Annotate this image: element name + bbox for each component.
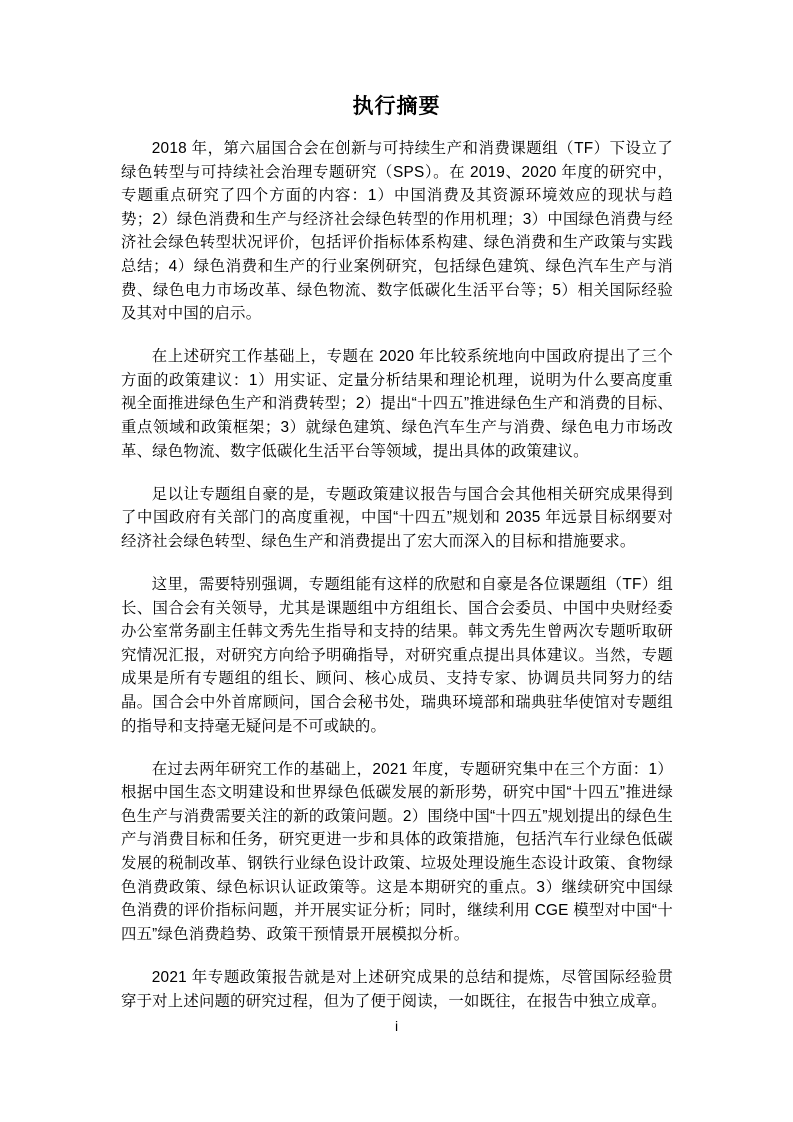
paragraph-research-background: 2018 年，第六届国合会在创新与可持续生产和消费课题组（TF）下设立了绿色转型与可持续社会治理专题研究（SPS）。在 2019、2020 年度的研究中，专题重点研究了四个方面的内容：1）中国消费及其资源环境效应的现状与趋势；2）绿色消费和生产与经济社会绿色转型的作用机理；3）中国绿色消费与经济社会绿色转型状况评价，包括评价指标体系构建、绿色消费和生产政策与实践总结；4）绿色消费和生产的行业案例研究，包括绿色建筑、绿色汽车生产与消费、绿色电力市场改革、绿色物流、数字低碳化生活平台等；5）相关国际经验及其对中国的启示。 <box>121 140 673 323</box>
page-number: i <box>394 1018 399 1034</box>
paragraph-policy-recommendations-2020: 在上述研究工作基础上，专题在 2020 年比较系统地向中国政府提出了三个方面的政策建议：1）用实证、定量分析结果和理论机理，说明为什么要高度重视全面推进绿色生产和消费转型；2）提出“十四五”推进绿色生产和消费的目标、重点领域和政策框架；3）就绿色建筑、绿色汽车生产与消费、绿色电力市场改革、绿色物流、数字低碳化生活平台等领域，提出具体的政策建议。 <box>121 348 673 460</box>
paragraph-research-focus-2021: 在过去两年研究工作的基础上，2021 年度，专题研究集中在三个方面：1）根据中国生态文明建设和世界绿色低碳发展的新形势，研究中国“十四五”推进绿色生产与消费需要关注的新的政策问题。2）围绕中国“十四五”规划提出的绿色生产与消费目标和任务，研究更进一步和具体的政策措施，包括汽车行业绿色低碳发展的税制改革、钢铁行业绿色设计政策、垃圾处理设施生态设计政策、食物绿色消费政策、绿色标识认证政策等。这是本期研究的重点。3）继续研究中国绿色消费的评价指标问题，并开展实证分析；同时，继续利用 CGE 模型对中国“十四五”绿色消费趋势、政策干预情景开展模拟分析。 <box>121 760 673 943</box>
page-title: 执行摘要 <box>352 95 441 118</box>
paragraph-acknowledgements: 这里，需要特别强调，专题组能有这样的欣慰和自豪是各位课题组（TF）组长、国合会有关领导，尤其是课题组中方组组长、国合会委员、中国中央财经委办公室常务副主任韩文秀先生指导和支持的结果。韩文秀先生曾两次专题听取研究情况汇报，对研究方向给予明确指导，对研究重点提出具体建议。当然，专题成果是所有专题组的组长、顾问、核心成员、支持专家、协调员共同努力的结晶。国合会中外首席顾问，国合会秘书处，瑞典环境部和瑞典驻华使馆对专题组的指导和支持毫无疑问是不可或缺的。 <box>121 576 673 735</box>
paragraph-government-recognition: 足以让专题组自豪的是，专题政策建议报告与国合会其他相关研究成果得到了中国政府有关部门的高度重视，中国“十四五”规划和 2035 年远景目标纲要对经济社会绿色转型、绿色生产和消费提出了宏大而深入的目标和措施要求。 <box>121 485 673 550</box>
document-body <box>121 137 673 1033</box>
paragraph-report-summary: 2021 年专题政策报告就是对上述研究成果的总结和提炼，尽管国际经验贯穿于对上述问题的研究过程，但为了便于阅读，一如既往，在报告中独立成章。 <box>121 968 673 1010</box>
